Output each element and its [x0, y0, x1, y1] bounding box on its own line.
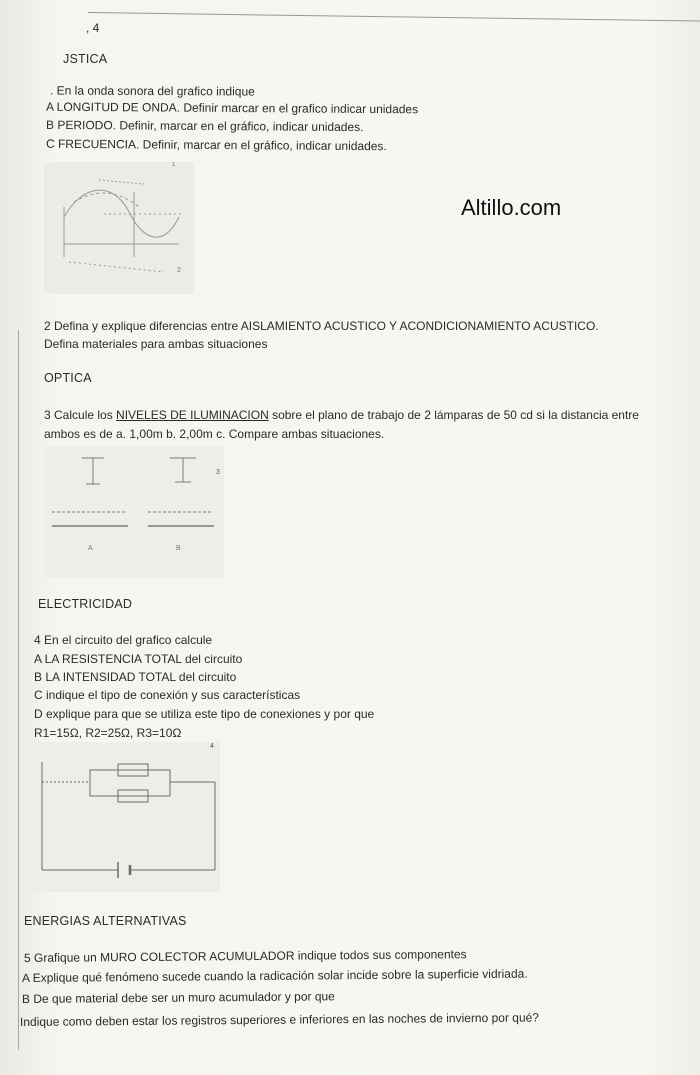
page-number: , 4 [86, 21, 100, 35]
q3-underlined: NIVELES DE ILUMINACION [116, 408, 269, 422]
watermark: Altillo.com [461, 195, 562, 220]
q1-intro: . En la onda sonora del grafico indique [49, 83, 255, 99]
q2-line-1: 2 Defina y explique diferencias entre AISLAMIENTO ACUSTICO Y ACONDICIONAMIENTO ACUSTICO. [44, 319, 599, 333]
svg-text:2: 2 [177, 267, 181, 274]
fig-label-a: A [88, 545, 93, 552]
q3-line-1 [44, 408, 639, 422]
q4-item-d: D explique para que se utiliza este tipo de conexiones y por que [34, 707, 375, 721]
heading-optica: OPTICA [44, 371, 92, 385]
q1-item-c: C FRECUENCIA. Definir, marcar en el gráfico, indicar unidades. [45, 136, 387, 154]
q5-item-c: Indique como deben estar los registros superiores e inferiores en las noches de invierno por qué? [19, 1010, 540, 1029]
q5-item-b: B De que material debe ser un muro acumulador y por que [21, 989, 335, 1006]
q4-values: R1=15Ω, R2=25Ω, R3=10Ω [34, 726, 182, 740]
heading-electricidad: ELECTRICIDAD [38, 597, 133, 611]
fig-label-b: B [176, 545, 181, 552]
q4-item-a: A LA RESISTENCIA TOTAL del circuito [34, 652, 243, 666]
lamps-figure [44, 446, 224, 578]
q4-item-b: B LA INTENSIDAD TOTAL del circuito [34, 670, 237, 684]
svg-text:4: 4 [210, 743, 214, 750]
svg-text:3: 3 [216, 469, 220, 476]
sound-wave-figure [44, 162, 194, 294]
margin-rule [18, 330, 19, 1050]
q2-line-2: Defina materiales para ambas situaciones [44, 337, 268, 351]
q1-item-b: B PERIODO. Definir, marcar en el gráfico, indicar unidades. [45, 117, 364, 135]
q3-post: sobre el plano de trabajo de 2 lámparas de 50 cd si la distancia entre [268, 408, 639, 422]
q5-item-a: A Explique qué fenómeno sucede cuando la radicación solar incide sobre la superficie vidriada. [21, 966, 528, 985]
heading-energias: ENERGIAS ALTERNATIVAS [24, 914, 187, 928]
circuit-figure [30, 742, 220, 892]
svg-text:1: 1 [172, 162, 176, 168]
heading-acustica: JSTICA [63, 52, 108, 66]
q4-intro: 4 En el circuito del grafico calcule [34, 633, 213, 647]
q5-intro: 5 Grafique un MURO COLECTOR ACUMULADOR indique todos sus componentes [23, 947, 467, 965]
q1-item-a: A LONGITUD DE ONDA. Definir marcar en el grafico indicar unidades [45, 99, 419, 117]
q4-item-c: C indique el tipo de conexión y sus características [34, 688, 301, 702]
q3-pre: 3 Calcule los [44, 408, 117, 422]
q3-line-2: ambos es de a. 1,00m b. 2,00m c. Compare ambas situaciones. [44, 427, 385, 441]
